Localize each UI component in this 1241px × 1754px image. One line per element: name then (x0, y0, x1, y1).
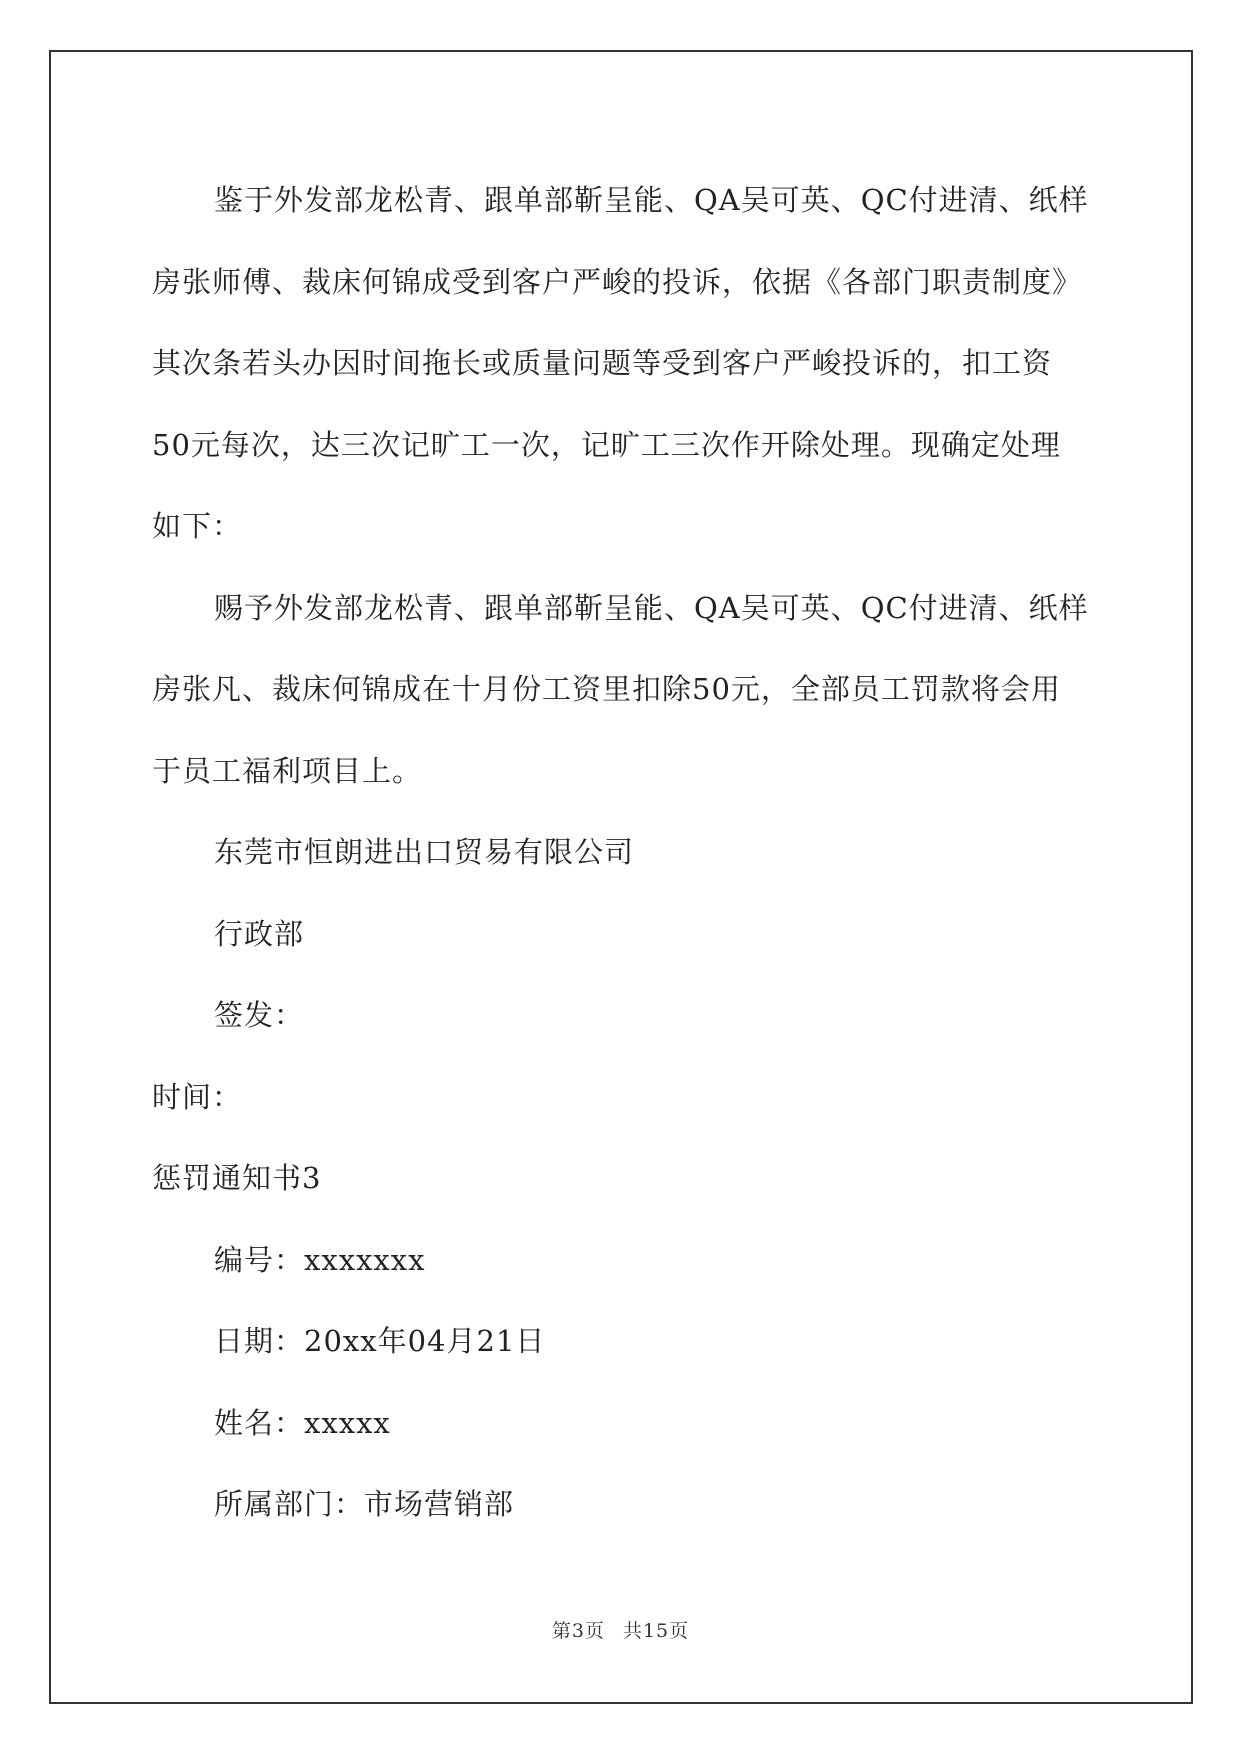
paragraph-line: 房张师傅、裁床何锦成受到客户严峻的投诉，依据《各部门职责制度》 (152, 264, 1083, 299)
paragraph-line: 房张凡、裁床何锦成在十月份工资里扣除50元，全部员工罚款将会用 (152, 672, 1061, 706)
time-line: 时间： (152, 1079, 243, 1114)
document-body (152, 160, 1092, 1546)
paragraph-line: 赐予外发部龙松青、跟单部靳呈能、QA吴可英、QC付进清、纸样 (214, 590, 1089, 625)
paragraph-line: 鉴于外发部龙松青、跟单部靳呈能、QA吴可英、QC付进清、纸样 (214, 183, 1089, 217)
name-field: 姓名：xxxxx (214, 1405, 391, 1440)
issuer-line: 签发： (214, 998, 305, 1032)
paragraph-line: 其次条若头办因时间拖长或质量问题等受到客户严峻投诉的，扣工资 (152, 346, 1053, 380)
page-number: 第3页 (551, 1620, 605, 1642)
paragraph-line: 50元每次，达三次记旷工一次，记旷工三次作开除处理。现确定处理 (152, 427, 1061, 462)
number-field: 编号：xxxxxxx (214, 1242, 426, 1277)
page-footer (0, 1616, 1241, 1643)
company-name: 东莞市恒朗进出口贸易有限公司 (214, 835, 635, 869)
section-title: 惩罚通知书3 (152, 1161, 322, 1195)
department-field: 所属部门：市场营销部 (214, 1487, 515, 1521)
date-field: 日期：20xx年04月21日 (214, 1324, 546, 1358)
department-name: 行政部 (214, 916, 305, 951)
paragraph-line: 如下： (152, 509, 243, 543)
page-total: 共15页 (622, 1620, 690, 1642)
paragraph-line: 于员工福利项目上。 (152, 753, 423, 788)
